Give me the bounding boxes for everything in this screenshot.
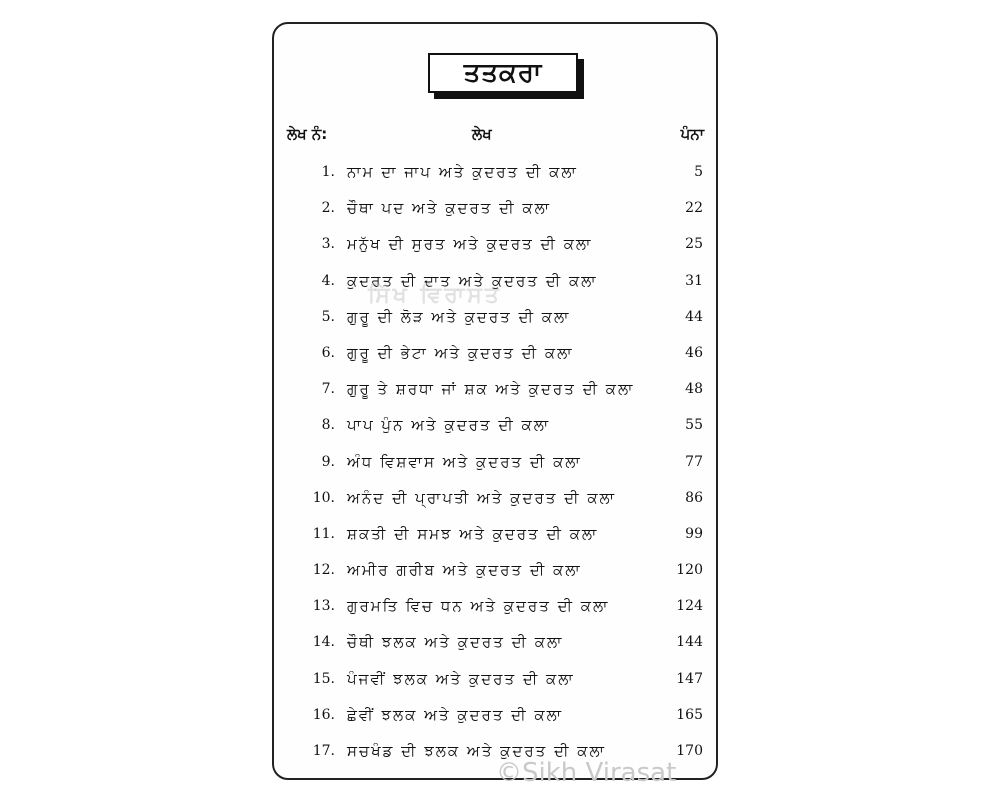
entry-page: 31 — [685, 272, 703, 289]
entry-number: 14. — [312, 634, 335, 651]
header-page: ਪੰਨਾ — [680, 125, 704, 143]
toc-entry — [274, 226, 716, 262]
entry-title: ਸਚਖੰਡ ਦੀ ਝਲਕ ਅਤੇ ਕੁਦਰਤ ਦੀ ਕਲਾ — [347, 742, 606, 760]
header-article-number: ਲੇਖ ਨੰ: — [287, 125, 328, 143]
entry-number: 13. — [312, 598, 335, 615]
entry-number: 9. — [321, 453, 335, 470]
entry-title: ਅੰਧ ਵਿਸ਼ਵਾਸ ਅਤੇ ਕੁਦਰਤ ਦੀ ਕਲਾ — [347, 452, 582, 471]
entry-number: 15. — [312, 670, 335, 687]
entry-number: 2. — [321, 200, 335, 217]
entry-page: 86 — [685, 489, 703, 506]
entry-title: ਪਾਪ ਪੁੰਨ ਅਤੇ ਕੁਦਰਤ ਦੀ ਕਲਾ — [347, 416, 551, 435]
entry-number: 4. — [321, 272, 335, 289]
page-title: ਤਤਕਰਾ — [428, 53, 578, 93]
contents-page — [272, 22, 718, 780]
entry-title: ਕੁਦਰਤ ਦੀ ਦਾਤ ਅਤੇ ਕੁਦਰਤ ਦੀ ਕਲਾ — [347, 271, 598, 290]
entry-title: ਛੇਵੀਂ ਝਲਕ ਅਤੇ ਕੁਦਰਤ ਦੀ ਕਲਾ — [347, 705, 564, 724]
entry-title: ਅਨੰਦ ਦੀ ਪ੍ਰਾਪਤੀ ਅਤੇ ਕੁਦਰਤ ਦੀ ਕਲਾ — [347, 488, 616, 507]
header-article: ਲੇਖ — [472, 125, 492, 143]
entry-title: ਚੌਥੀ ਝਲਕ ਅਤੇ ਕੁਦਰਤ ਦੀ ਕਲਾ — [347, 633, 564, 652]
watermark-corner: ©Sikh Virasat — [496, 758, 677, 788]
entry-title: ਗੁਰੂ ਦੀ ਭੇਟਾ ਅਤੇ ਕੁਦਰਤ ਦੀ ਕਲਾ — [347, 343, 574, 362]
entry-number: 8. — [321, 417, 335, 434]
entry-number: 10. — [312, 489, 335, 506]
entry-page: 55 — [685, 417, 703, 434]
toc-entry — [274, 444, 716, 480]
entry-page: 25 — [685, 236, 703, 253]
toc-entry — [274, 263, 716, 299]
entry-number: 7. — [321, 381, 335, 398]
title-box — [428, 53, 578, 93]
toc-entry — [274, 480, 716, 516]
entry-number: 5. — [321, 308, 335, 325]
entry-title: ਮਨੁੱਖ ਦੀ ਸੁਰਤ ਅਤੇ ਕੁਦਰਤ ਦੀ ਕਲਾ — [347, 235, 593, 254]
entry-title: ਅਮੀਰ ਗਰੀਬ ਅਤੇ ਕੁਦਰਤ ਦੀ ਕਲਾ — [347, 561, 582, 580]
entry-number: 6. — [321, 344, 335, 361]
entry-title: ਗੁਰਮਤਿ ਵਿਚ ਧਨ ਅਤੇ ਕੁਦਰਤ ਦੀ ਕਲਾ — [347, 597, 610, 616]
entry-page: 124 — [676, 598, 703, 615]
toc-entry — [274, 516, 716, 552]
toc-entry — [274, 624, 716, 660]
entry-page: 22 — [685, 200, 703, 217]
entry-page: 147 — [676, 670, 703, 687]
entry-page: 77 — [685, 453, 703, 470]
entry-page: 120 — [676, 562, 703, 579]
toc-entry — [274, 335, 716, 371]
toc-entry — [274, 588, 716, 624]
entry-title: ਗੁਰੂ ਤੇ ਸ਼ਰਧਾ ਜਾਂ ਸ਼ਕ ਅਤੇ ਕੁਦਰਤ ਦੀ ਕਲਾ — [347, 380, 635, 399]
watermark-center: ਸਿੱਖ ਵਿਰਾਸਤ — [368, 283, 502, 308]
entry-page: 99 — [685, 525, 703, 542]
entry-page: 46 — [685, 344, 703, 361]
toc-list — [274, 154, 716, 769]
entry-page: 44 — [685, 308, 703, 325]
toc-entry — [274, 697, 716, 733]
toc-entry — [274, 299, 716, 335]
toc-entry — [274, 190, 716, 226]
entry-page: 5 — [694, 164, 703, 180]
toc-entry — [274, 371, 716, 407]
toc-entry — [274, 661, 716, 697]
toc-entry — [274, 407, 716, 443]
entry-page: 48 — [685, 381, 703, 398]
entry-number: 16. — [312, 706, 335, 723]
entry-page: 144 — [676, 634, 703, 651]
toc-entry — [274, 733, 716, 769]
entry-page: 165 — [676, 706, 703, 723]
entry-number: 3. — [321, 236, 335, 253]
toc-entry — [274, 154, 716, 190]
entry-number: 12. — [312, 562, 335, 579]
entry-title: ਗੁਰੂ ਦੀ ਲੋੜ ਅਤੇ ਕੁਦਰਤ ਦੀ ਕਲਾ — [347, 307, 571, 326]
entry-title: ਸ਼ਕਤੀ ਦੀ ਸਮਝ ਅਤੇ ਕੁਦਰਤ ਦੀ ਕਲਾ — [347, 524, 599, 543]
toc-entry — [274, 552, 716, 588]
entry-number: 11. — [312, 525, 335, 542]
entry-title: ਨਾਮ ਦਾ ਜਾਪ ਅਤੇ ਕੁਦਰਤ ਦੀ ਕਲਾ — [347, 163, 578, 181]
entry-page: 170 — [676, 743, 703, 759]
entry-number: 17. — [312, 743, 335, 759]
entry-number: 1. — [321, 164, 335, 180]
entry-title: ਪੰਜਵੀਂ ਝਲਕ ਅਤੇ ਕੁਦਰਤ ਦੀ ਕਲਾ — [347, 669, 575, 688]
entry-title: ਚੌਥਾ ਪਦ ਅਤੇ ਕੁਦਰਤ ਦੀ ਕਲਾ — [347, 199, 552, 218]
